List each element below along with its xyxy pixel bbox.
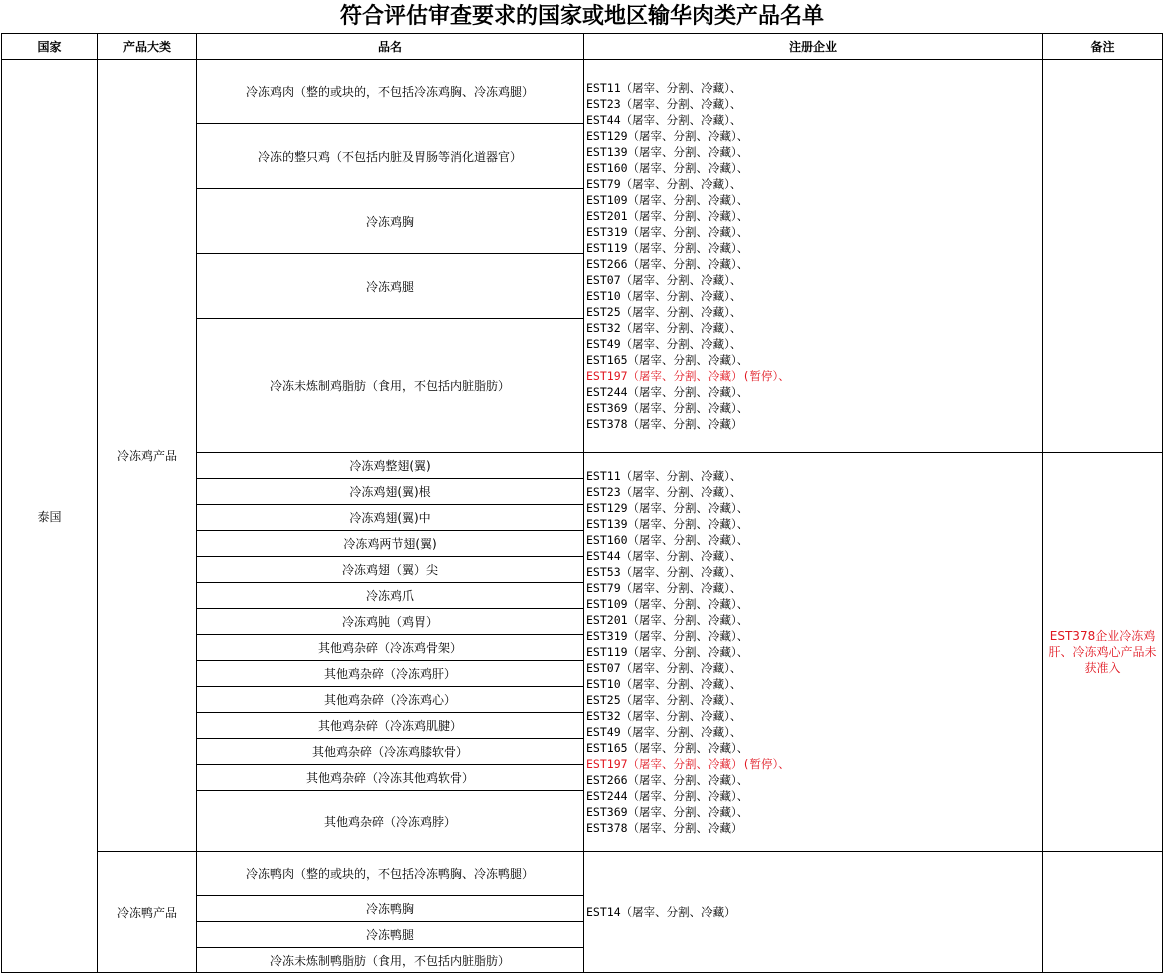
enterprise-item: EST119（屠宰、分割、冷藏）、 (586, 645, 749, 659)
product-name-cell: 冷冻鸡翅（翼）尖 (196, 556, 584, 583)
enterprise-item: EST139（屠宰、分割、冷藏）、 (586, 517, 749, 531)
enterprise-item: EST109（屠宰、分割、冷藏）、 (586, 597, 749, 611)
product-name-cell: 其他鸡杂碎（冷冻鸡脖） (196, 790, 584, 852)
enterprise-item: EST319（屠宰、分割、冷藏）、 (586, 225, 749, 239)
product-name-cell: 冷冻鸡整翅(翼) (196, 452, 584, 479)
remark-cell-1 (1042, 59, 1163, 453)
product-name-cell: 其他鸡杂碎（冷冻鸡膝软骨） (196, 738, 584, 765)
enterprise-item: EST165（屠宰、分割、冷藏）、 (586, 741, 749, 755)
enterprise-item: EST109（屠宰、分割、冷藏）、 (586, 193, 749, 207)
enterprise-list-1 (586, 80, 1041, 436)
enterprise-item: EST197（屠宰、分割、冷藏）(暂停）、 (586, 369, 790, 383)
enterprise-item: EST165（屠宰、分割、冷藏）、 (586, 353, 749, 367)
header-product: 品名 (196, 33, 584, 60)
remark-cell-2 (1042, 452, 1163, 852)
enterprise-item: EST44（屠宰、分割、冷藏）、 (586, 549, 742, 563)
product-name-cell: 其他鸡杂碎（冷冻鸡肌腱） (196, 712, 584, 739)
product-name-cell: 冷冻鸡两节翅(翼) (196, 530, 584, 557)
enterprise-item: EST244（屠宰、分割、冷藏）、 (586, 385, 749, 399)
page-title: 符合评估审查要求的国家或地区输华肉类产品名单 (339, 3, 824, 29)
enterprise-item: EST11（屠宰、分割、冷藏）、 (586, 81, 742, 95)
enterprise-item: EST201（屠宰、分割、冷藏）、 (586, 613, 749, 627)
enterprise-item: EST32（屠宰、分割、冷藏）、 (586, 709, 742, 723)
enterprise-item: EST49（屠宰、分割、冷藏）、 (586, 337, 742, 351)
enterprise-item: EST44（屠宰、分割、冷藏）、 (586, 113, 742, 127)
product-name-cell: 冷冻鸭腿 (196, 921, 584, 948)
enterprise-item: EST369（屠宰、分割、冷藏）、 (586, 401, 749, 415)
enterprise-item: EST32（屠宰、分割、冷藏）、 (586, 321, 742, 335)
enterprise-item: EST201（屠宰、分割、冷藏）、 (586, 209, 749, 223)
enterprise-item: EST10（屠宰、分割、冷藏）、 (586, 289, 742, 303)
enterprise-item: EST319（屠宰、分割、冷藏）、 (586, 629, 749, 643)
enterprise-item: EST369（屠宰、分割、冷藏）、 (586, 805, 749, 819)
product-name-cell: 冷冻鸭肉（整的或块的，不包括冷冻鸭胸、冷冻鸭腿） (196, 851, 584, 896)
product-name-cell: 冷冻鸡肫（鸡胃） (196, 608, 584, 635)
enterprise-item: EST129（屠宰、分割、冷藏）、 (586, 129, 749, 143)
enterprise-item: EST79（屠宰、分割、冷藏）、 (586, 177, 742, 191)
enterprise-list-2 (586, 468, 1041, 840)
enterprise-item: EST129（屠宰、分割、冷藏）、 (586, 501, 749, 515)
product-name-cell: 其他鸡杂碎（冷冻鸡心） (196, 686, 584, 713)
product-name-cell: 其他鸡杂碎（冷冻鸡骨架） (196, 634, 584, 661)
enterprise-cell-3 (583, 851, 1043, 973)
enterprise-item: EST25（屠宰、分割、冷藏）、 (586, 693, 742, 707)
enterprise-item: EST53（屠宰、分割、冷藏）、 (586, 565, 742, 579)
enterprise-item: EST160（屠宰、分割、冷藏）、 (586, 161, 749, 175)
enterprise-item: EST49（屠宰、分割、冷藏）、 (586, 725, 742, 739)
header-enterprise: 注册企业 (583, 33, 1043, 60)
header-remark: 备注 (1042, 33, 1163, 60)
enterprise-item: EST378（屠宰、分割、冷藏） (586, 417, 743, 431)
product-name-cell: 冷冻的整只鸡（不包括内脏及胃肠等消化道器官） (196, 123, 584, 189)
enterprise-item: EST160（屠宰、分割、冷藏）、 (586, 533, 749, 547)
header-country: 国家 (1, 33, 98, 60)
product-name-cell: 其他鸡杂碎（冷冻鸡肝） (196, 660, 584, 687)
product-name-cell: 冷冻鸡翅(翼)根 (196, 478, 584, 505)
enterprise-item: EST266（屠宰、分割、冷藏）、 (586, 257, 749, 271)
product-name-cell: 冷冻未炼制鸭脂肪（食用，不包括内脏脂肪） (196, 947, 584, 973)
remark-note: EST378企业冷冻鸡肝、冷冻鸡心产品未获准入 (1048, 629, 1157, 675)
country-cell: 泰国 (1, 59, 98, 973)
category-chicken: 冷冻鸡产品 (97, 59, 197, 852)
enterprise-item: EST79（屠宰、分割、冷藏）、 (586, 581, 742, 595)
enterprise-item: EST23（屠宰、分割、冷藏）、 (586, 97, 742, 111)
product-name-cell: 冷冻鸡爪 (196, 582, 584, 609)
enterprise-item: EST378（屠宰、分割、冷藏） (586, 821, 743, 835)
enterprise-item: EST10（屠宰、分割、冷藏）、 (586, 677, 742, 691)
product-name-cell: 冷冻未炼制鸡脂肪（食用，不包括内脏脂肪） (196, 318, 584, 453)
enterprise-item: EST14（屠宰、分割、冷藏） (586, 905, 736, 919)
product-name-cell: 冷冻鸡胸 (196, 188, 584, 254)
product-name-cell: 其他鸡杂碎（冷冻其他鸡软骨） (196, 764, 584, 791)
product-name-cell: 冷冻鸭胸 (196, 895, 584, 922)
enterprise-item: EST11（屠宰、分割、冷藏）、 (586, 469, 742, 483)
enterprise-item: EST266（屠宰、分割、冷藏）、 (586, 773, 749, 787)
product-name-cell: 冷冻鸡腿 (196, 253, 584, 319)
enterprise-item: EST197（屠宰、分割、冷藏）(暂停）、 (586, 757, 790, 771)
enterprise-item: EST07（屠宰、分割、冷藏）、 (586, 661, 742, 675)
product-name-cell: 冷冻鸡肉（整的或块的，不包括冷冻鸡胸、冷冻鸡腿） (196, 59, 584, 124)
product-name-cell: 冷冻鸡翅(翼)中 (196, 504, 584, 531)
enterprise-item: EST07（屠宰、分割、冷藏）、 (586, 273, 742, 287)
remark-cell-3 (1042, 851, 1163, 973)
enterprise-item: EST119（屠宰、分割、冷藏）、 (586, 241, 749, 255)
enterprise-item: EST139（屠宰、分割、冷藏）、 (586, 145, 749, 159)
enterprise-item: EST23（屠宰、分割、冷藏）、 (586, 485, 742, 499)
header-category: 产品大类 (97, 33, 197, 60)
category-duck: 冷冻鸭产品 (97, 851, 197, 973)
enterprise-item: EST244（屠宰、分割、冷藏）、 (586, 789, 749, 803)
enterprise-item: EST25（屠宰、分割、冷藏）、 (586, 305, 742, 319)
